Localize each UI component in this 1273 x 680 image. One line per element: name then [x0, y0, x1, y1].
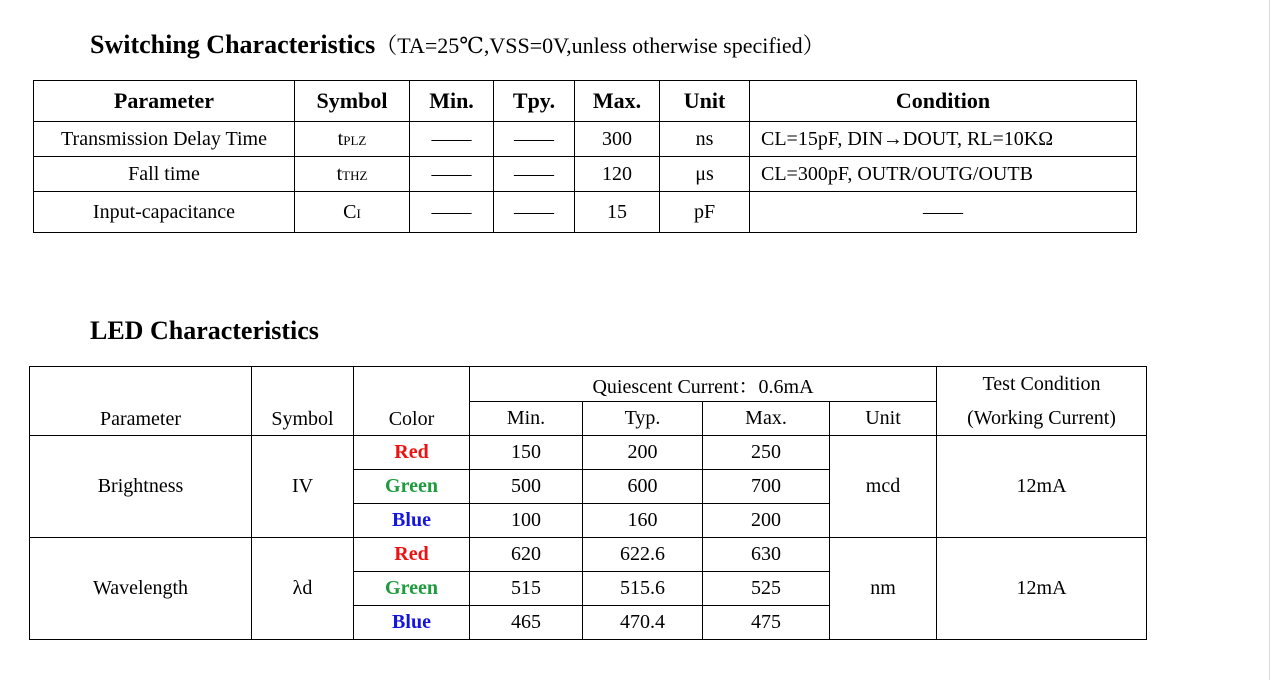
table-header-row — [30, 367, 1147, 402]
header-typ: Typ. — [583, 402, 703, 436]
switching-characteristics-table — [33, 80, 1137, 233]
unit-cell: mcd — [830, 436, 937, 538]
switching-title-note: （TA=25℃,VSS=0V,unless otherwise specified） — [375, 33, 825, 58]
test-condition-line1: Test Condition — [982, 373, 1101, 395]
header-parameter: Parameter — [34, 81, 295, 122]
symbol-cell: IV — [252, 436, 354, 538]
table-row — [34, 192, 1137, 233]
color-cell-blue: Blue — [354, 504, 470, 538]
color-cell-red: Red — [354, 436, 470, 470]
header-symbol: Symbol — [252, 367, 354, 436]
color-cell-red: Red — [354, 538, 470, 572]
typ-cell: 622.6 — [583, 538, 703, 572]
parameter-cell: Transmission Delay Time — [34, 122, 295, 157]
symbol-cell: λd — [252, 538, 354, 640]
table-row — [30, 538, 1147, 572]
typ-cell: —— — [494, 192, 575, 233]
unit-cell: nm — [830, 538, 937, 640]
symbol-main: C — [343, 200, 357, 223]
typ-cell: —— — [494, 122, 575, 157]
parameter-cell: Input-capacitance — [34, 192, 295, 233]
header-test-condition — [937, 367, 1147, 436]
color-cell-blue: Blue — [354, 606, 470, 640]
header-unit: Unit — [830, 402, 937, 436]
header-max: Max. — [703, 402, 830, 436]
condition-cell: CL=300pF, OUTR/OUTG/OUTB — [750, 157, 1137, 192]
symbol-subscript: I — [356, 205, 361, 221]
header-color: Color — [354, 367, 470, 436]
header-typ: Tpy. — [494, 81, 575, 122]
unit-cell: ns — [660, 122, 750, 157]
color-cell-green: Green — [354, 470, 470, 504]
condition-cell: CL=15pF, DIN→DOUT, RL=10KΩ — [750, 122, 1137, 157]
table-row — [30, 436, 1147, 470]
parameter-cell: Fall time — [34, 157, 295, 192]
typ-cell: 200 — [583, 436, 703, 470]
min-cell: 500 — [470, 470, 583, 504]
max-cell: 120 — [575, 157, 660, 192]
header-min: Min. — [470, 402, 583, 436]
min-cell: —— — [410, 192, 494, 233]
max-cell: 525 — [703, 572, 830, 606]
color-cell-green: Green — [354, 572, 470, 606]
symbol-main: t — [337, 127, 344, 150]
header-symbol: Symbol — [295, 81, 410, 122]
max-cell: 250 — [703, 436, 830, 470]
max-cell: 300 — [575, 122, 660, 157]
max-cell: 15 — [575, 192, 660, 233]
parameter-cell: Wavelength — [30, 538, 252, 640]
table-row — [34, 122, 1137, 157]
test-condition-cell: 12mA — [937, 436, 1147, 538]
switching-section-title — [90, 29, 825, 60]
header-unit: Unit — [660, 81, 750, 122]
max-cell: 630 — [703, 538, 830, 572]
table-row — [34, 157, 1137, 192]
header-quiescent-current: Quiescent Current：0.6mA — [470, 367, 937, 402]
typ-cell: 470.4 — [583, 606, 703, 640]
typ-cell: 515.6 — [583, 572, 703, 606]
led-characteristics-table — [29, 366, 1147, 640]
unit-cell: μs — [660, 157, 750, 192]
max-cell: 700 — [703, 470, 830, 504]
max-cell: 200 — [703, 504, 830, 538]
typ-cell: —— — [494, 157, 575, 192]
max-cell: 475 — [703, 606, 830, 640]
symbol-subscript: PLZ — [343, 132, 367, 148]
min-cell: 620 — [470, 538, 583, 572]
symbol-cell — [295, 157, 410, 192]
led-section-title: LED Characteristics — [90, 316, 319, 345]
min-cell: 100 — [470, 504, 583, 538]
typ-cell: 160 — [583, 504, 703, 538]
header-condition: Condition — [750, 81, 1137, 122]
typ-cell: 600 — [583, 470, 703, 504]
table-header-row — [34, 81, 1137, 122]
page-edge-line — [1269, 0, 1270, 680]
min-cell: 515 — [470, 572, 583, 606]
test-condition-line2: (Working Current) — [967, 407, 1116, 429]
min-cell: 465 — [470, 606, 583, 640]
symbol-subscript: THZ — [342, 167, 368, 183]
switching-title-text: Switching Characteristics — [90, 30, 376, 59]
test-condition-cell: 12mA — [937, 538, 1147, 640]
min-cell: 150 — [470, 436, 583, 470]
min-cell: —— — [410, 157, 494, 192]
parameter-cell: Brightness — [30, 436, 252, 538]
header-min: Min. — [410, 81, 494, 122]
symbol-main: t — [336, 162, 343, 185]
min-cell: —— — [410, 122, 494, 157]
header-parameter: Parameter — [30, 367, 252, 436]
unit-cell: pF — [660, 192, 750, 233]
condition-cell: —— — [750, 192, 1137, 233]
symbol-cell — [295, 192, 410, 233]
symbol-cell — [295, 122, 410, 157]
header-max: Max. — [575, 81, 660, 122]
